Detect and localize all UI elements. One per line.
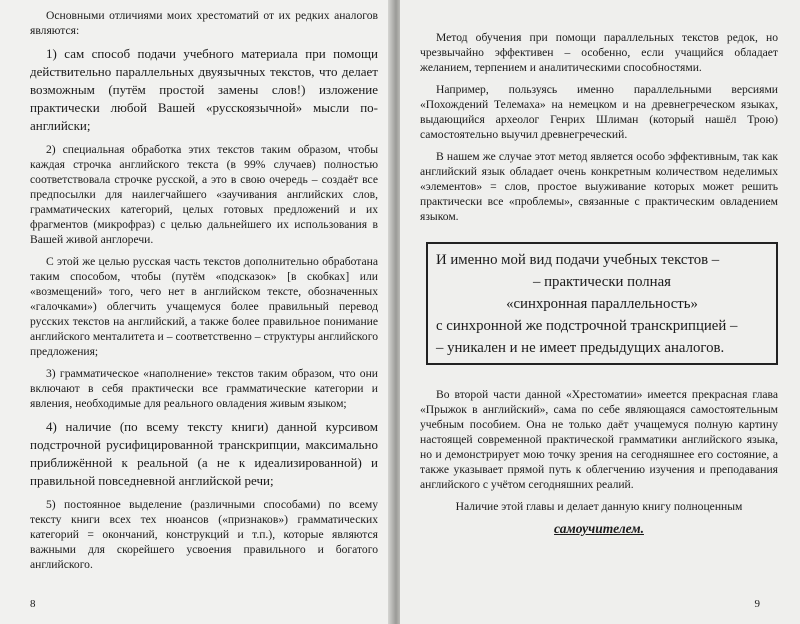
- chapter-paragraph: Во второй части данной «Хрестоматии» имеется прекрасная глава «Прыжок в английский», сама по себе являющаяся самостоятельным учебным пособием. Она не только даёт учащемуся полную картину настоящей современной практической грамматики английского языка, но и демонстрирует мою точку зрения на сегодняшнее его состояние, а также указывает прямой путь к облегчению изучения и преподавания английского с учётом сегодняшних реалий.: [420, 388, 778, 491]
- box-line-5: – уникален и не имеет предыдущих аналогов.: [436, 340, 725, 356]
- right-page: [400, 0, 800, 624]
- point-3-paragraph: 3) грамматическое «наполнение» текстов таким образом, что они включают в себя практически все грамматические категории и явления, необходимые для реального овладения живым языком;: [30, 367, 378, 410]
- effectiveness-paragraph: В нашем же случае этот метод является особо эффективным, так как английский язык обладает очень конкретным количеством неделимых «элементов» = слов, простое выуживание которых может решить практически все «проблемы», связанные с практическим овладением языком.: [420, 150, 778, 223]
- point-5-paragraph: 5) постоянное выделение (различными способами) по всему тексту книги всех тех нюансов («признаков») грамматических категорий = окончаний, конструкций и т.п.), которые являются важными для скорейшего усвоения правильного и богатого английского.: [30, 498, 378, 571]
- closing-paragraph: Наличие этой главы и делает данную книгу полноценным: [455, 500, 743, 513]
- highlight-box: [426, 242, 778, 365]
- method-paragraph: Метод обучения при помощи параллельных текстов редок, но чрезвычайно эффективен – особенно, если учащийся обладает желанием, терпением и аналитическими способностями.: [420, 31, 778, 74]
- point-1-paragraph: 1) сам способ подачи учебного материала при помощи действительно параллельных двуязычных текстов, что делает возможным (путём простой замены слов!) изложение практически любой Вашей «русскоязычной» мысли по-английски;: [30, 46, 378, 133]
- page-number-right: 9: [754, 598, 760, 610]
- point-2-paragraph: 2) специальная обработка этих текстов таким образом, чтобы каждая строчка английского текста (в 99% случаев) полностью соответствовала строчке русской, а это в свою очередь – создаёт все предпосылки для наилегчайшего «заучивания английских слов, грамматических категорий, целых готовых предложений и их фрагментов (микрофраз) с целью дальнейшего их использования в Вашей живой англоречи.: [30, 143, 378, 246]
- example-paragraph: Например, пользуясь именно параллельными версиями «Похождений Телемаха» на немецком и на древнегреческом языках, выдающийся археолог Генрих Шлиман (который нашёл Трою) самостоятельно выучил древнегреческий.: [420, 83, 778, 141]
- box-line-3: «синхронная параллельность»: [506, 296, 698, 312]
- page-number-left: 8: [30, 598, 36, 610]
- point-4-paragraph: 4) наличие (по всему тексту книги) данной курсивом подстрочной русифицированной транскрипции, максимально приближённой к реальной (а не к идеализированной) и правильной повседневной английской речи;: [30, 419, 378, 488]
- closing-word: самоучителем.: [554, 521, 644, 536]
- box-line-4: с синхронной же подстрочной транскрипцией –: [436, 318, 738, 334]
- box-line-2: – практически полная: [533, 274, 671, 290]
- russian-part-paragraph: С этой же целью русская часть текстов дополнительно обработана таким способом, чтобы (путём «подсказок» [в скобках] или «возмещений» того, чего нет в английском тексте, обозначенных «галочками») облегчить учащемуся более правильный перевод русских текстов на английский, а также более правильное понимание английского менталитета и – соответственно – структуры английского предложения;: [30, 255, 378, 358]
- box-line-1: И именно мой вид подачи учебных текстов –: [436, 252, 720, 268]
- left-page: [0, 0, 392, 624]
- intro-paragraph: Основными отличиями моих хрестоматий от их редких аналогов являются:: [30, 9, 378, 37]
